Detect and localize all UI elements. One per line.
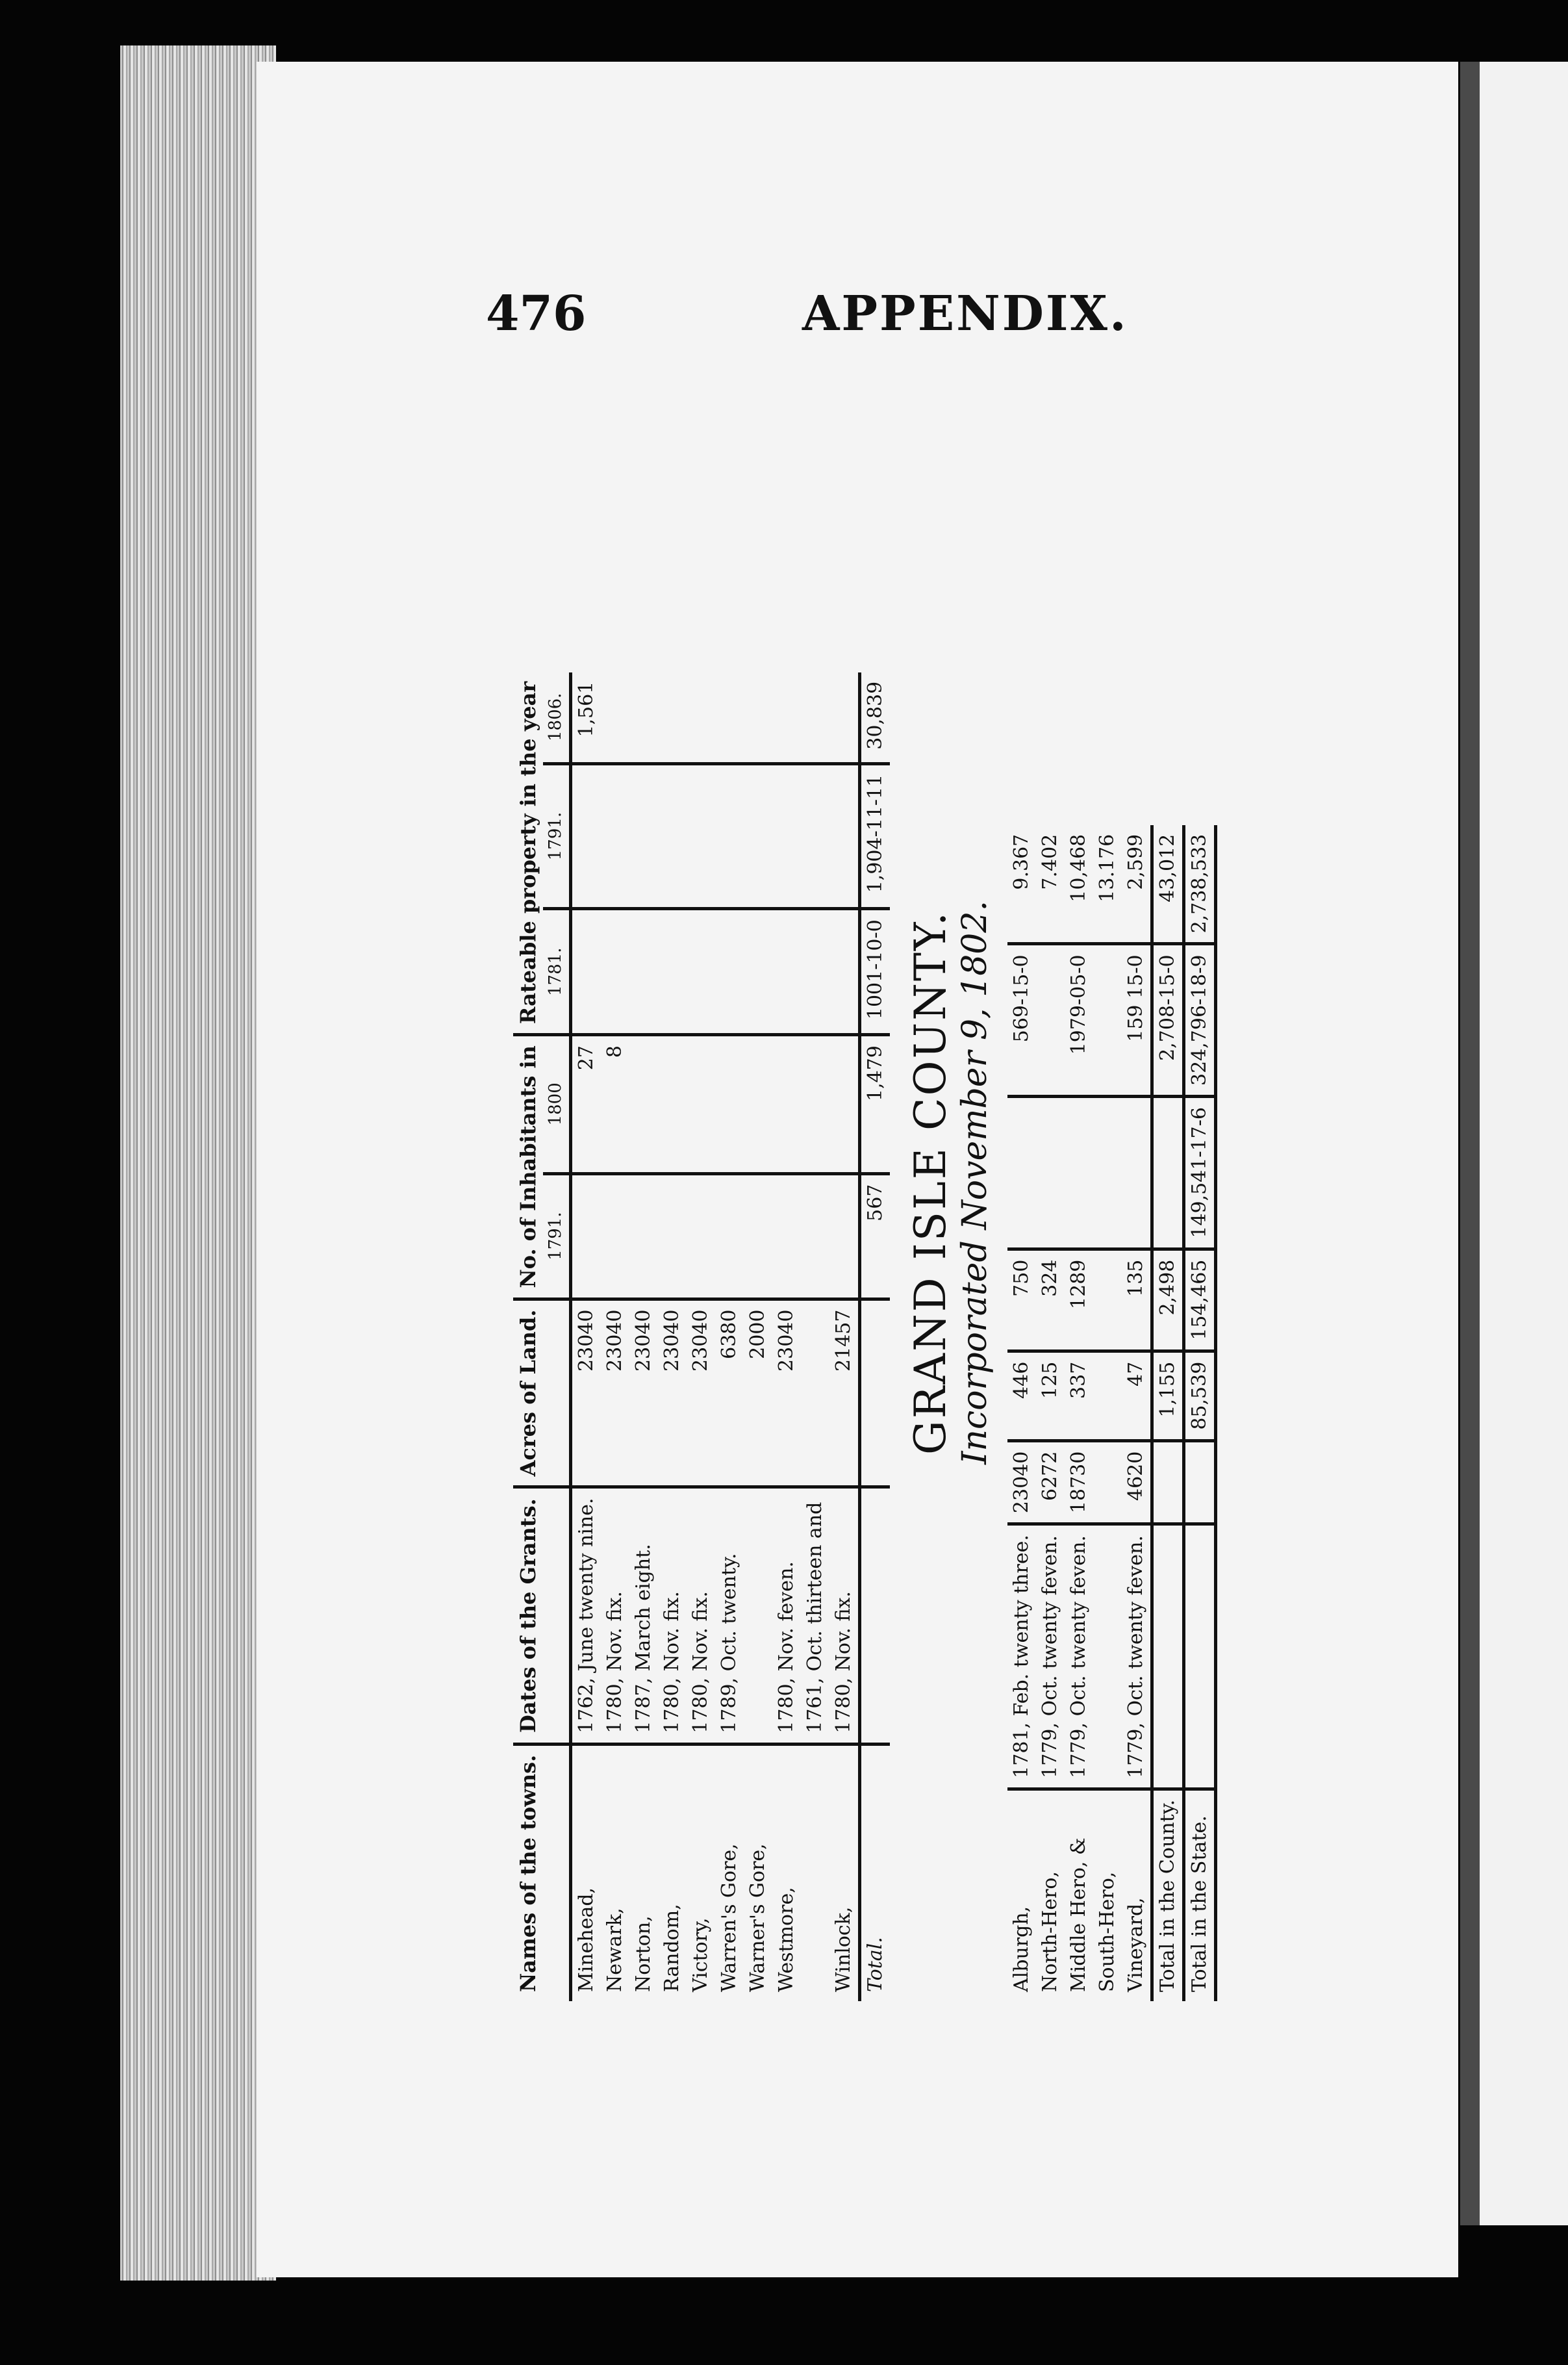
cell-acres: 23040: [687, 1299, 715, 1487]
cell-i1791: [601, 1173, 629, 1299]
facing-page-edge: [1460, 62, 1568, 2225]
cell-date: [1093, 1524, 1122, 1789]
county-incorporation: Incorporated November 9, 1802.: [955, 901, 994, 1464]
cell-p1806: 10,468: [1067, 834, 1090, 902]
cell-acres: 6380: [715, 1299, 744, 1487]
cell-p1791: 1,904-11-11: [859, 763, 890, 908]
county-table: [1007, 825, 1217, 2001]
cell-p1791: [570, 763, 601, 908]
cell-i1791: [829, 1173, 860, 1299]
cell-date: 1762, June twenty nine.: [570, 1487, 601, 1744]
cell-name: Alburgh,: [1007, 1789, 1036, 2001]
cell-name: Vineyard,: [1122, 1789, 1152, 2001]
cell-date: [1152, 1524, 1183, 1789]
cell-p1806: 2,599: [1124, 834, 1147, 890]
cell-date: 1780, Nov. fix.: [601, 1487, 629, 1744]
cell-date: 1789, Oct. twenty.: [715, 1487, 744, 1744]
cell-i1791: [1093, 1351, 1122, 1440]
table-row: [570, 672, 601, 2001]
cell-p1791: 324,796-18-9: [1183, 944, 1215, 1097]
cell-i1800: 1289: [1065, 1249, 1093, 1351]
col-header-p-1781: 1781.: [543, 909, 570, 1035]
table-row: [601, 672, 629, 2001]
table-row: [629, 672, 658, 2001]
cell-p1806: 13.176: [1095, 834, 1119, 902]
cell-date: 1787, March eight.: [629, 1487, 658, 1744]
cell-date: 1780, Nov. feven.: [772, 1487, 801, 1744]
cell-p1781: [1007, 1097, 1036, 1249]
table-row: [801, 672, 829, 2001]
cell-acres: 23040: [570, 1299, 601, 1487]
table-row: [1036, 825, 1065, 2001]
cell-acres: [801, 1299, 829, 1487]
col-header-acres: Acres of Land.: [513, 1299, 570, 1487]
cell-p1791: [687, 763, 715, 908]
cell-p1791: [715, 763, 744, 908]
cell-p1806: [829, 672, 860, 764]
table-row: [1065, 825, 1093, 2001]
cell-acres: 18730: [1065, 1440, 1093, 1524]
table-row: [859, 672, 890, 2001]
cell-p1806: [687, 672, 715, 764]
cell-p1806: [601, 672, 629, 764]
cell-date: 1780, Nov. fix.: [687, 1487, 715, 1744]
county-heading: GRAND ISLE COUNTY.: [905, 910, 955, 1455]
cell-i1800: 2,498: [1152, 1249, 1183, 1351]
col-header-p-1791: 1791.: [543, 763, 570, 908]
cell-name: Warner's Gore,: [744, 1744, 772, 2001]
cell-p1791: [801, 763, 829, 908]
cell-i1791: [715, 1173, 744, 1299]
col-header-inhabitants: No. of Inhabitants in: [513, 1035, 543, 1299]
cell-p1781: [1065, 1097, 1093, 1249]
cell-date: [744, 1487, 772, 1744]
cell-name: Total in the County.: [1152, 1789, 1183, 2001]
cell-i1800: 750: [1007, 1249, 1036, 1351]
cell-acres: 21457: [829, 1299, 860, 1487]
cell-p1791: [601, 763, 629, 908]
cell-i1800: [629, 1035, 658, 1174]
cell-p1781: [1036, 1097, 1065, 1249]
cell-p1791: 2,708-15-0: [1152, 944, 1183, 1097]
towns-table: [513, 672, 890, 2001]
cell-i1800: 27: [570, 1035, 601, 1174]
col-header-property: Rateable property in the year: [516, 681, 540, 1025]
cell-i1791: 567: [859, 1173, 890, 1299]
cell-name: Random,: [658, 1744, 687, 2001]
cell-name: Warren's Gore,: [715, 1744, 744, 2001]
cell-p1791: [658, 763, 687, 908]
cell-i1791: [658, 1173, 687, 1299]
cell-p1791: 1979-05-0: [1065, 944, 1093, 1097]
cell-i1800: [772, 1035, 801, 1174]
cell-acres: 4620: [1122, 1440, 1152, 1524]
cell-p1806: 9.367: [1009, 834, 1033, 890]
cell-p1781: [1152, 1097, 1183, 1249]
cell-i1800: [744, 1035, 772, 1174]
cell-i1791: [629, 1173, 658, 1299]
cell-name: [801, 1744, 829, 2001]
table-row: [1093, 825, 1122, 2001]
cell-p1806: 30,839: [863, 681, 887, 750]
cell-i1791: [801, 1173, 829, 1299]
cell-name: Minehead,: [570, 1744, 601, 2001]
cell-p1806: [744, 672, 772, 764]
cell-name: North-Hero,: [1036, 1789, 1065, 2001]
cell-i1800: [658, 1035, 687, 1174]
cell-acres: 23040: [1007, 1440, 1036, 1524]
book-page-edges: [120, 45, 276, 2281]
cell-p1806: 2,738,533: [1187, 834, 1211, 934]
table-row: [772, 672, 801, 2001]
cell-name: Total in the State.: [1183, 1789, 1215, 2001]
cell-i1791: 125: [1036, 1351, 1065, 1440]
col-header-p-1806: 1806.: [543, 672, 570, 764]
cell-i1800: [1093, 1249, 1122, 1351]
cell-i1791: 1,155: [1152, 1351, 1183, 1440]
cell-i1791: 47: [1122, 1351, 1152, 1440]
cell-p1781: [570, 909, 601, 1035]
cell-acres: [859, 1299, 890, 1487]
page-number: 476: [486, 286, 587, 342]
cell-acres: 23040: [601, 1299, 629, 1487]
cell-acres: [1183, 1440, 1215, 1524]
cell-p1806: [715, 672, 744, 764]
cell-acres: 23040: [658, 1299, 687, 1487]
cell-i1791: 85,539: [1183, 1351, 1215, 1440]
cell-p1781: [629, 909, 658, 1035]
cell-p1781: [715, 909, 744, 1035]
cell-date: 1779, Oct. twenty feven.: [1036, 1524, 1065, 1789]
cell-acres: [1152, 1440, 1183, 1524]
cell-date: 1779, Oct. twenty feven.: [1065, 1524, 1093, 1789]
cell-date: [1183, 1524, 1215, 1789]
cell-p1781: [1122, 1097, 1152, 1249]
cell-p1781: [772, 909, 801, 1035]
cell-p1781: 1001-10-0: [859, 909, 890, 1035]
table-row: [687, 672, 715, 2001]
cell-date: 1779, Oct. twenty feven.: [1122, 1524, 1152, 1789]
cell-p1806: [658, 672, 687, 764]
cell-date: [859, 1487, 890, 1744]
col-header-inh-1791: 1791.: [543, 1173, 570, 1299]
cell-p1806: 7.402: [1038, 834, 1061, 890]
cell-date: 1780, Nov. fix.: [829, 1487, 860, 1744]
cell-i1791: 446: [1007, 1351, 1036, 1440]
cell-name: Norton,: [629, 1744, 658, 2001]
cell-p1806: 43,012: [1156, 834, 1179, 902]
cell-name: Winlock,: [829, 1744, 860, 2001]
cell-i1791: [687, 1173, 715, 1299]
cell-p1806: [772, 672, 801, 764]
cell-p1806: 1,561: [574, 681, 598, 737]
cell-i1800: 154,465: [1183, 1249, 1215, 1351]
cell-date: 1781, Feb. twenty three.: [1007, 1524, 1036, 1789]
cell-p1781: [658, 909, 687, 1035]
cell-i1791: [772, 1173, 801, 1299]
cell-p1781: 149,541-17-6: [1183, 1097, 1215, 1249]
cell-i1800: 324: [1036, 1249, 1065, 1351]
cell-i1791: [744, 1173, 772, 1299]
table-row: [715, 672, 744, 2001]
cell-name: Middle Hero, &: [1065, 1789, 1093, 2001]
cell-i1800: [801, 1035, 829, 1174]
cell-p1781: [801, 909, 829, 1035]
cell-i1800: 8: [601, 1035, 629, 1174]
table-row: [744, 672, 772, 2001]
col-header-inh-1800: 1800: [543, 1035, 570, 1174]
cell-p1791: [829, 763, 860, 908]
cell-acres: 6272: [1036, 1440, 1065, 1524]
table-row: [1152, 825, 1183, 2001]
cell-name: Total.: [859, 1744, 890, 2001]
cell-date: 1780, Nov. fix.: [658, 1487, 687, 1744]
table-row: [1007, 825, 1036, 2001]
cell-p1791: [772, 763, 801, 908]
cell-i1791: [570, 1173, 601, 1299]
cell-p1791: [629, 763, 658, 908]
cell-i1791: 337: [1065, 1351, 1093, 1440]
cell-p1806: [629, 672, 658, 764]
cell-p1791: 159 15-0: [1122, 944, 1152, 1097]
towns-table-body: [570, 672, 890, 2001]
cell-p1806: [801, 672, 829, 764]
cell-name: South-Hero,: [1093, 1789, 1122, 2001]
table-row: [1122, 825, 1152, 2001]
cell-name: Westmore,: [772, 1744, 801, 2001]
cell-acres: 23040: [629, 1299, 658, 1487]
cell-i1800: 1,479: [859, 1035, 890, 1174]
cell-p1791: [744, 763, 772, 908]
county-table-body: [1007, 825, 1216, 2001]
cell-p1781: [1093, 1097, 1122, 1249]
cell-acres: [1093, 1440, 1122, 1524]
cell-i1800: 135: [1122, 1249, 1152, 1351]
cell-p1791: 569-15-0: [1007, 944, 1036, 1097]
col-header-names: Names of the towns.: [513, 1744, 570, 2001]
rotated-content: [513, 364, 1293, 2001]
cell-acres: 2000: [744, 1299, 772, 1487]
cell-p1791: [1036, 944, 1065, 1097]
page-title: APPENDIX.: [802, 286, 1128, 342]
cell-name: Newark,: [601, 1744, 629, 2001]
cell-i1800: [829, 1035, 860, 1174]
col-header-dates: Dates of the Grants.: [513, 1487, 570, 1744]
cell-p1791: [1093, 944, 1122, 1097]
cell-date: 1761, Oct. thirteen and: [801, 1487, 829, 1744]
cell-p1781: [829, 909, 860, 1035]
table-row: [829, 672, 860, 2001]
cell-p1781: [744, 909, 772, 1035]
table-row: [1183, 825, 1215, 2001]
cell-i1800: [687, 1035, 715, 1174]
cell-name: Victory,: [687, 1744, 715, 2001]
table-row: [658, 672, 687, 2001]
cell-p1781: [601, 909, 629, 1035]
cell-i1800: [715, 1035, 744, 1174]
cell-acres: 23040: [772, 1299, 801, 1487]
cell-p1781: [687, 909, 715, 1035]
